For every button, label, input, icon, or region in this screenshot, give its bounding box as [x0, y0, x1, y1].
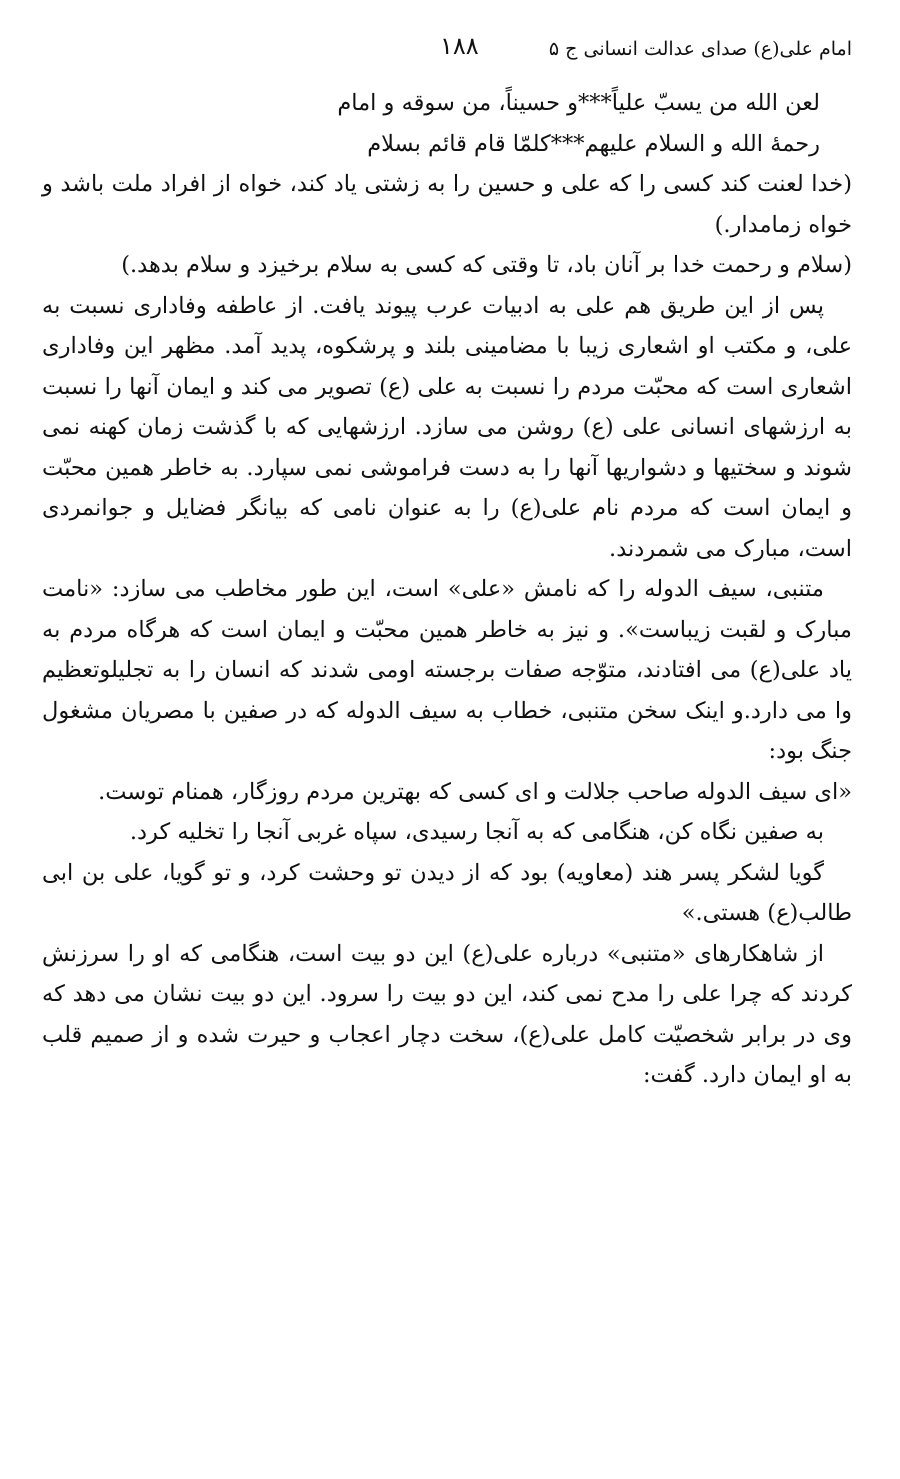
page-number: ۱۸۸: [440, 32, 479, 60]
body-paragraph: متنبی، سیف الدوله را که نامش «علی» است، این طور مخاطب می سازد: «نامت مبارک و لقبت زیباست». و نیز به خاطر همین محبّت و ایمان است که هرگاه مردم به یاد علی(ع) می افتادند، متوّجه صفات برجسته اومی شدند که انسان را به تجلیلوتعظیم وا می دارد.و اینک سخن متنبی، خطاب به سیف الدوله که در صفین با مصریان مشغول جنگ بود:: [42, 576, 852, 764]
body-paragraph: پس از این طریق هم علی به ادبیات عرب پیوند یافت. از عاطفه وفاداری نسبت به علی، و مکتب او اشعاری زیبا با مضامینی بلند و پرشکوه، پدید آمد. مظهر این وفاداری اشعاری است که محبّت مردم را نسبت به علی (ع) تصویر می کند و ایمان آنها را نسبت به ارزشهای انسانی علی (ع) روشن می سازد. ارزشهایی که با گذشت زمان کهنه نمی شوند و سختیها و دشواریها آنها را به دست فراموشی نمی سپارد. به خاطر همین محبّت و ایمان است که مردم نام علی(ع) را به عنوان نامی که بیانگر فضایل و جوانمردی است، مبارک می شمردند.: [42, 292, 852, 562]
verse-translation: (سلام و رحمت خدا بر آنان باد، تا وقتی که کسی به سلام برخیزد و سلام بدهد.): [121, 252, 852, 278]
page-body: [42, 83, 852, 1096]
verse-translation: (خدا لعنت کند کسی را که علی و حسین را به زشتی یاد کند، خواه از افراد ملت باشد و خواه زمامدار.): [42, 171, 852, 238]
body-paragraph: از شاهکارهای «متنبی» درباره علی(ع) این دو بیت است، هنگامی که او را سرزنش کردند که چرا علی را مدح نمی کند، این دو بیت را سرود. این دو بیت نشان می دهد که وی در برابر شخصیّت کامل علی(ع)، سخت دچار اعجاب و حیرت شده و از صمیم قلب به او ایمان دارد. گفت:: [42, 940, 852, 1088]
quote-paragraph: گویا لشکر پسر هند (معاویه) بود که از دیدن تو وحشت کرد، و تو گویا، علی بن ابی طالب(ع) هستی.»: [42, 859, 852, 926]
page-header: [40, 30, 852, 70]
arabic-verse-line: لعن الله من یسبّ علیاً***و حسیناً، من سوقه و امام: [337, 90, 820, 116]
quote-paragraph: به صفین نگاه کن، هنگامی که به آنجا رسیدی، سپاه غربی آنجا را تخلیه کرد.: [129, 819, 824, 845]
arabic-verse-line: رحمۀ الله و السلام علیهم***کلمّا قام قائم بسلام: [367, 130, 820, 157]
quote-paragraph: «ای سیف الدوله صاحب جلالت و ای کسی که بهترین مردم روزگار، همنام توست.: [98, 778, 852, 805]
running-title: امام علی(ع) صدای عدالت انسانی ج ۵: [548, 38, 852, 60]
